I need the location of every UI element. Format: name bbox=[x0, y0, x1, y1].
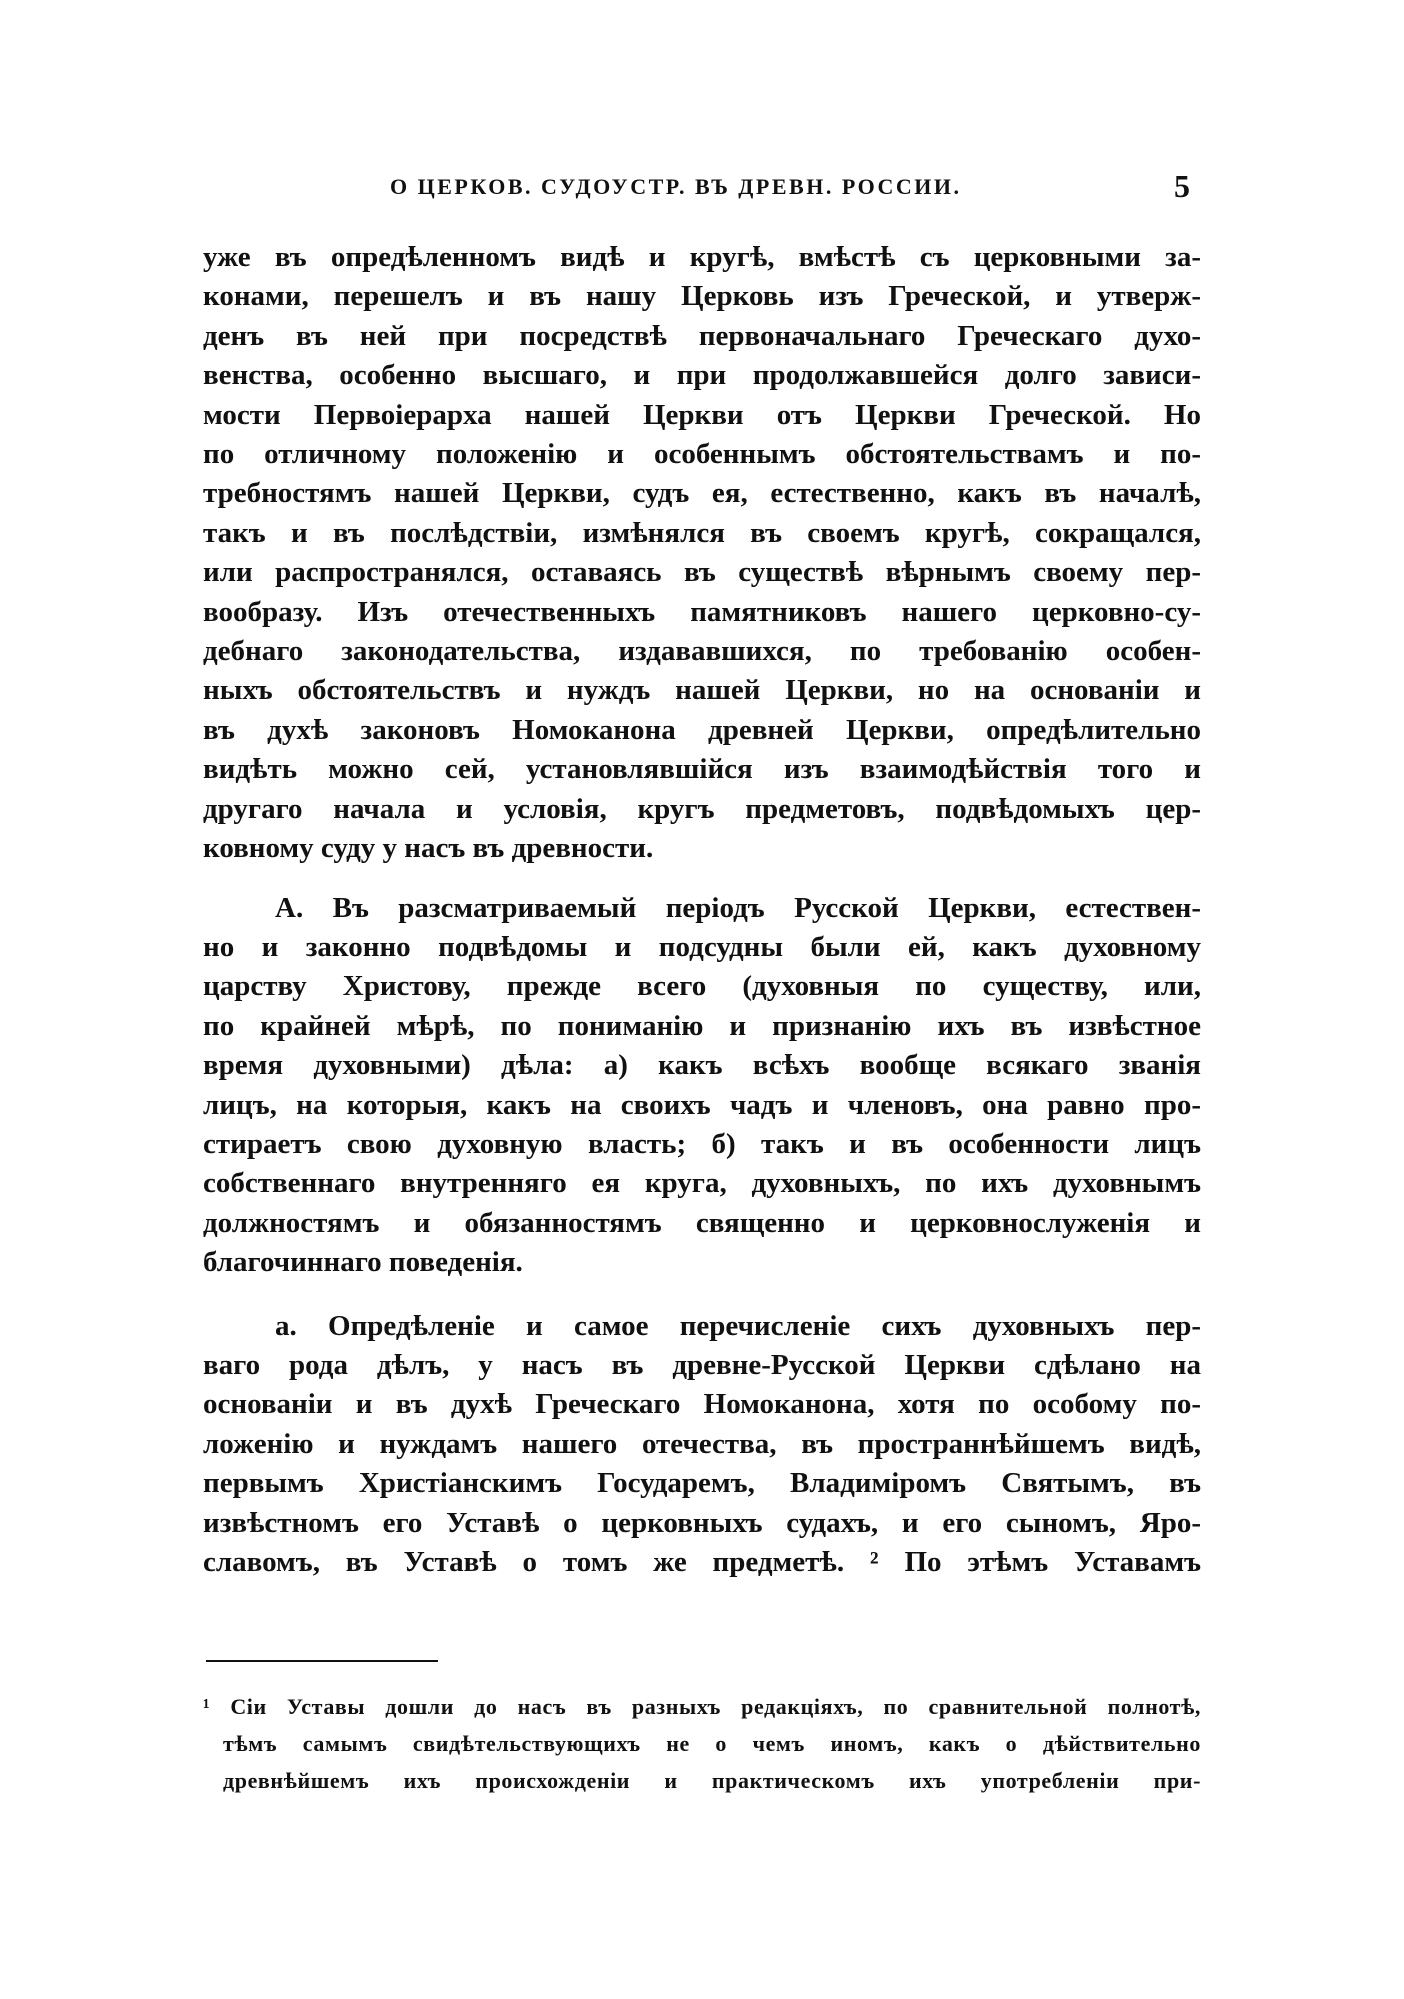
text-line: мости Первоіерарха нашей Церкви отъ Церкви Греческой. Но bbox=[203, 398, 1201, 431]
text-line: такъ и въ послѣдствіи, измѣнялся въ своемъ кругѣ, сокращался, bbox=[203, 516, 1201, 549]
text-line: или распространялся, оставаясь въ существѣ вѣрнымъ своему пер- bbox=[203, 556, 1201, 589]
text-line: а. Опредѣленіе и самое перечисленіе сихъ духовныхъ пер- bbox=[275, 1309, 1201, 1342]
text-line: должностямъ и обязанностямъ священно и церковнослуженія и bbox=[203, 1206, 1201, 1239]
text-line: время духовными) дѣла: а) какъ всѣхъ вообще всякаго званія bbox=[203, 1049, 1201, 1082]
footnote-separator bbox=[206, 1660, 438, 1662]
text-line: ложенію и нуждамъ нашего отечества, въ пространнѣйшемъ видѣ, bbox=[203, 1427, 1201, 1460]
text-line: конами, перешелъ и въ нашу Церковь изъ Греческой, и утверж- bbox=[203, 280, 1201, 313]
footnote-line: древнѣйшемъ ихъ происхожденіи и практическомъ ихъ употребленіи при- bbox=[223, 1768, 1201, 1793]
text-line: по крайней мѣрѣ, по пониманію и признанію ихъ въ извѣстное bbox=[203, 1009, 1201, 1042]
text-line: но и законно подвѣдомы и подсудны были ей, какъ духовному bbox=[203, 930, 1201, 963]
text-line: другаго начала и условія, кругъ предметовъ, подвѣдомыхъ цер- bbox=[203, 792, 1201, 825]
paragraph-2 bbox=[203, 889, 1201, 1283]
footnote-line: ¹ Сіи Уставы дошли до насъ въ разныхъ редакціяхъ, по сравнительной полнотѣ, bbox=[203, 1694, 1201, 1719]
text-line: вообразу. Изъ отечественныхъ памятниковъ нашего церковно-су- bbox=[203, 595, 1201, 628]
running-head bbox=[200, 168, 1200, 208]
text-line: славомъ, въ Уставѣ о томъ же предметѣ. ² По этѣмъ Уставамъ bbox=[203, 1546, 1201, 1578]
text-line: дебнаго законодательства, издававшихся, по требованію особен- bbox=[203, 635, 1201, 668]
text-line: уже въ опредѣленномъ видѣ и кругѣ, вмѣстѣ съ церковными за- bbox=[203, 241, 1201, 273]
paragraph-1 bbox=[203, 238, 1201, 869]
text-line: ковному суду у насъ въ древности. bbox=[203, 832, 654, 865]
text-line: царству Христову, прежде всего (духовныя по существу, или, bbox=[203, 970, 1201, 1003]
text-line: по отличному положенію и особеннымъ обстоятельствамъ и по- bbox=[203, 438, 1201, 471]
text-line: въ духѣ законовъ Номоканона древней Церкви, опредѣлительно bbox=[203, 713, 1201, 746]
paragraph-gap bbox=[203, 1283, 1201, 1307]
text-line: основаніи и въ духѣ Греческаго Номоканона, хотя по особому по- bbox=[203, 1388, 1201, 1421]
paragraph-3 bbox=[203, 1307, 1201, 1583]
paragraph-gap bbox=[203, 869, 1201, 889]
body-text bbox=[203, 238, 1201, 1582]
text-line: стираетъ свою духовную власть; б) такъ и въ особенности лицъ bbox=[203, 1127, 1201, 1160]
text-line: первымъ Христіанскимъ Государемъ, Владиміромъ Святымъ, въ bbox=[203, 1467, 1201, 1500]
text-line: требностямъ нашей Церкви, судъ ея, естественно, какъ въ началѣ, bbox=[203, 477, 1201, 510]
text-line: А. Въ разсматриваемый періодъ Русской Церкви, естествен- bbox=[275, 891, 1201, 924]
text-line: видѣть можно сей, установлявшійся изъ взаимодѣйствія того и bbox=[203, 753, 1201, 786]
text-line: венства, особенно высшаго, и при продолжавшейся долго зависи- bbox=[203, 359, 1201, 392]
footnote-line: тѣмъ самымъ свидѣтельствующихъ не о чемъ иномъ, какъ о дѣйствительно bbox=[223, 1731, 1201, 1756]
text-line: собственнаго внутренняго ея круга, духовныхъ, по ихъ духовнымъ bbox=[203, 1167, 1201, 1200]
text-line: ныхъ обстоятельствъ и нуждъ нашей Церкви, но на основаніи и bbox=[203, 674, 1201, 707]
text-line: ваго рода дѣлъ, у насъ въ древне-Русской Церкви сдѣлано на bbox=[203, 1348, 1201, 1381]
text-line: извѣстномъ его Уставѣ о церковныхъ судахъ, и его сыномъ, Яро- bbox=[203, 1506, 1201, 1539]
running-title: О ЦЕРКОВ. СУДОУСТР. ВЪ ДРЕВН. РОССИИ. bbox=[390, 174, 962, 199]
footnote bbox=[203, 1688, 1201, 1799]
text-line: благочиннаго поведенія. bbox=[203, 1246, 523, 1279]
page-number: 5 bbox=[1174, 168, 1190, 204]
text-line: лицъ, на которыя, какъ на своихъ чадъ и членовъ, она равно про- bbox=[203, 1088, 1201, 1121]
text-line: денъ въ ней при посредствѣ первоначальнаго Греческаго духо- bbox=[203, 319, 1201, 352]
